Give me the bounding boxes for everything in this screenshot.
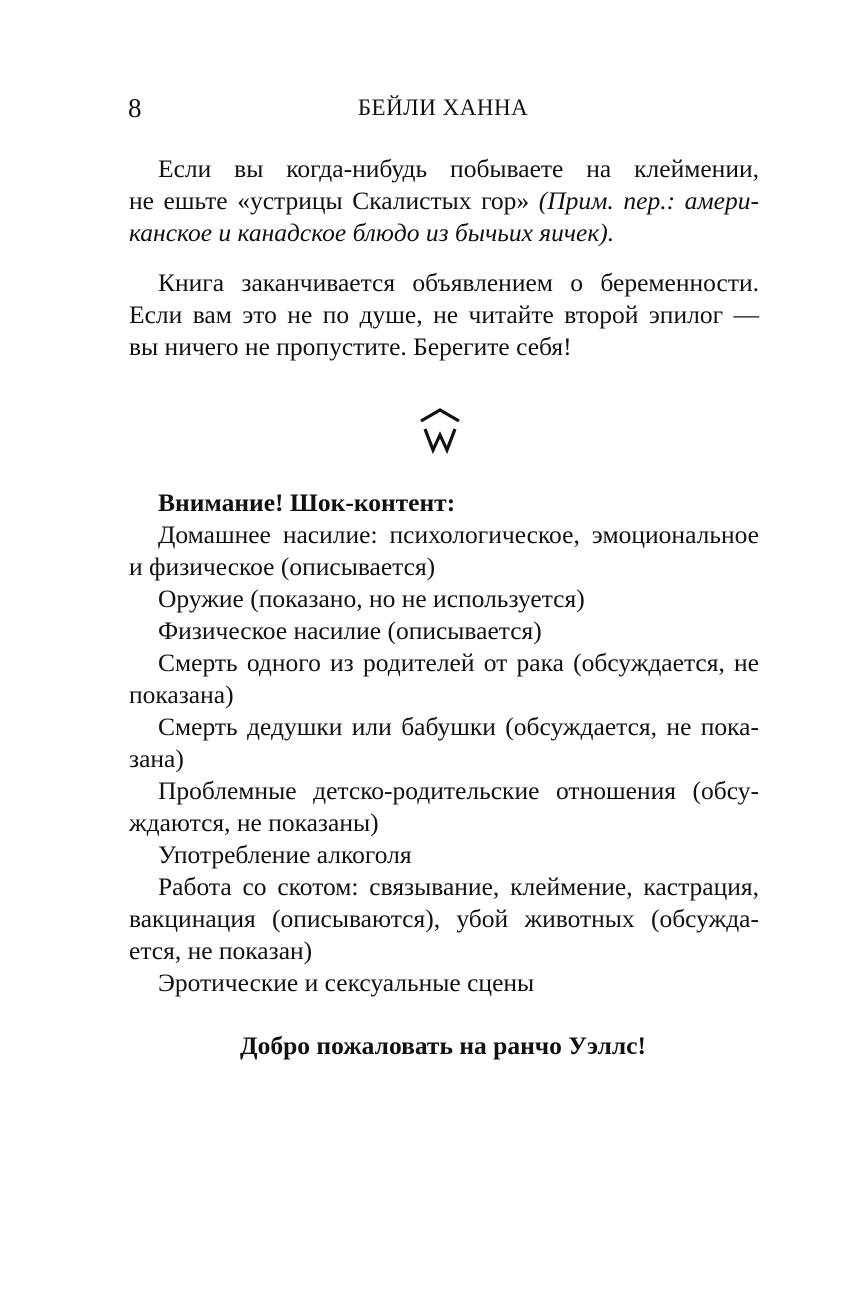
ranch-brand-w-icon bbox=[417, 407, 463, 455]
warning-item-continuation: ждаются, не показаны) bbox=[129, 808, 379, 837]
paragraph-line: Книга заканчивается объявлением о беременности. bbox=[158, 268, 759, 297]
warning-item: Домашнее насилие: психологическое, эмоциональное bbox=[158, 520, 759, 549]
paragraph-line: Если вам это не по душе, не читайте второй эпилог — bbox=[129, 300, 759, 329]
running-header-author: БЕЙЛИ ХАННА bbox=[357, 95, 529, 120]
warning-item: Проблемные детско-родительские отношения (обсу- bbox=[158, 776, 759, 805]
intro-paragraph-1 bbox=[129, 153, 759, 249]
page-number: 8 bbox=[128, 93, 142, 123]
warning-item: Смерть дедушки или бабушки (обсуждается, не пока- bbox=[158, 712, 759, 741]
warning-item: Употребление алкоголя bbox=[158, 840, 412, 869]
content-warning-list bbox=[129, 487, 759, 999]
warning-item: Эротические и сексуальные сцены bbox=[158, 968, 535, 997]
paragraph-text: не ешьте «устрицы Скалистых гор» bbox=[129, 186, 539, 215]
warning-item-continuation: и физическое (описывается) bbox=[129, 552, 436, 581]
translator-note: (Прим. пер.: амери- bbox=[538, 186, 759, 215]
warning-title: Внимание! Шок-контент: bbox=[158, 488, 456, 517]
paragraph-line: вы ничего не пропустите. Берегите себя! bbox=[129, 332, 572, 361]
warning-item-continuation: зана) bbox=[129, 744, 184, 773]
warning-item-continuation: показана) bbox=[129, 680, 234, 709]
warning-item: Оружие (показано, но не используется) bbox=[158, 584, 585, 613]
paragraph-line: Если вы когда-нибудь побываете на клеймении, bbox=[158, 154, 759, 183]
intro-paragraph-2 bbox=[129, 267, 759, 363]
paragraph-line bbox=[129, 185, 759, 217]
warning-item: Физическое насилие (описывается) bbox=[158, 616, 542, 645]
warning-item-continuation: вакцинация (описываются), убой животных (обсужда- bbox=[129, 904, 759, 933]
warning-item-continuation: ется, не показан) bbox=[129, 936, 313, 965]
warning-item: Работа со скотом: связывание, клеймение, кастрация, bbox=[158, 872, 759, 901]
welcome-heading: Добро пожаловать на ранчо Уэллс! bbox=[240, 1031, 646, 1060]
warning-item: Смерть одного из родителей от рака (обсуждается, не bbox=[158, 648, 759, 677]
translator-note: канское и канадское блюдо из бычьих яичек). bbox=[129, 218, 615, 247]
